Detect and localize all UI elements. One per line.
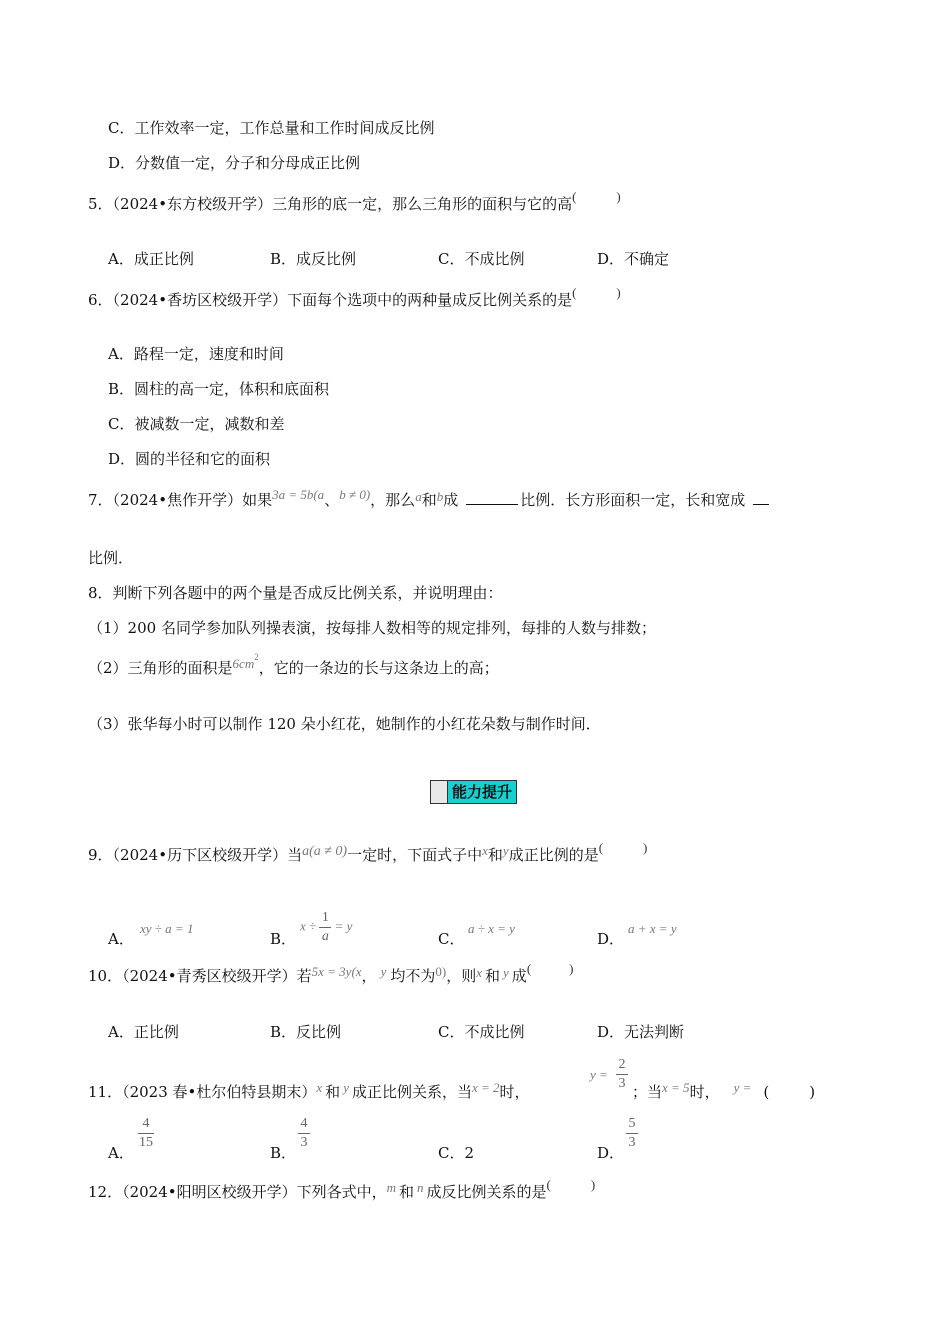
q7-math1: 3a = 5b(a (272, 487, 325, 502)
q5-option-b: B．成反比例 (270, 250, 357, 268)
q11-frac-den: 3 (618, 1076, 626, 1091)
q11-option-a-den: 15 (139, 1135, 153, 1150)
q9-option-b-post: = y (334, 918, 353, 934)
q11-option-d (626, 1116, 638, 1151)
q9-part2: 一定时，下面式子中 (347, 846, 483, 864)
q11-m4: y = (733, 1080, 752, 1095)
q5-option-d: D．不确定 (597, 250, 670, 268)
q10-option-d: D．无法判断 (597, 1023, 685, 1041)
q11-option-b-den: 3 (300, 1135, 308, 1150)
q9-option-b-frac (319, 910, 331, 945)
q11-option-b-num: 4 (300, 1116, 308, 1131)
q5-paren-open: ( (572, 189, 577, 204)
q9-option-b-den: a (321, 929, 329, 944)
q10-x: x (476, 965, 482, 980)
q6-option-b: B．圆柱的高一定，体积和底面积 (108, 380, 330, 398)
q9-option-a-label: A． (108, 930, 134, 948)
q8-sub-2-text-b: ，它的一条边的长与这条边上的高； (258, 659, 499, 677)
q6-option-d: D．圆的半径和它的面积 (108, 450, 271, 468)
q7-he: 和 (421, 491, 437, 509)
q10-comma: ， (361, 967, 377, 985)
q7-math2: b ≠ 0) (339, 487, 371, 502)
q8-sub-2 (88, 652, 499, 680)
q10-y2: y (503, 965, 509, 980)
q7-question (88, 487, 769, 511)
q11-paren-open: ( (763, 1083, 770, 1101)
q7-blank-2[interactable] (753, 504, 769, 505)
q6-stem: 6．（2024•香坊区校级开学）下面每个选项中的两种量成反比例关系的是 (88, 291, 573, 309)
q11-m1: x = 2 (471, 1080, 500, 1095)
q11-option-b-label: B． (270, 1144, 297, 1162)
q8-sub-2-sup: 2 (254, 652, 259, 662)
q11-option-d-num: 5 (628, 1116, 636, 1131)
q7-var-a: a (415, 489, 422, 504)
q9-part1: 9．（2024•历下区校级开学）当 (88, 846, 303, 864)
q10-paren-close: ) (569, 961, 574, 976)
q11-frac-num: 2 (618, 1057, 626, 1072)
q7-part3: 成 (443, 491, 459, 509)
q5-paren-close: ) (616, 189, 621, 204)
q11-option-a-label: A． (108, 1144, 134, 1162)
q9-option-b-pre: x ÷ (300, 918, 317, 934)
q11-option-d-label: D． (597, 1144, 625, 1162)
section-badge (430, 780, 517, 804)
q8-sub-2-math: 6cm (232, 656, 255, 671)
q11-m3: x = 5 (662, 1080, 690, 1095)
q9-option-d-label: D． (597, 930, 625, 948)
q10-part2: 均不为 (390, 967, 436, 985)
q9-math: a(a ≠ 0) (302, 844, 348, 859)
q11-question-cont (632, 1082, 815, 1103)
q10-he: 和 (485, 967, 501, 985)
q12-m: m (386, 1180, 397, 1195)
q11-part3: 时， (499, 1083, 530, 1101)
q5-stem: 5．（2024•东方校级开学）三角形的底一定，那么三角形的面积与它的高 (88, 195, 573, 213)
q9-y: y (502, 843, 509, 858)
q9-x: x (482, 843, 488, 858)
q11-part2: 成正比例关系，当 (351, 1083, 472, 1101)
q9-option-b-num: 1 (321, 910, 329, 925)
q6-paren-open: ( (572, 285, 577, 300)
q6-option-c: C．被减数一定，减数和差 (108, 415, 285, 433)
q9-option-b (300, 910, 352, 945)
q9-he: 和 (487, 846, 503, 864)
q9-option-d: a + x = y (628, 921, 677, 936)
q7-var-b: b (436, 489, 444, 504)
q8-sub-1: （1）200 名同学参加队列操表演，按每排人数相等的规定排列，每排的人数与排数； (88, 619, 656, 637)
section-badge-box (431, 781, 448, 803)
section-title: 能力提升 (448, 781, 516, 803)
q10-part1: 10．（2024•青秀区校级开学）若 (88, 967, 312, 985)
q9-option-b-label: B． (270, 930, 297, 948)
q11-x: x (316, 1080, 323, 1095)
q11-part4: ；当 (632, 1083, 663, 1101)
q12-paren-close: ) (590, 1177, 596, 1192)
q7-line2: 比例． (88, 549, 134, 567)
q8-sub-2-text-a: （2）三角形的面积是 (88, 659, 233, 677)
q9-option-c-label: C． (438, 930, 465, 948)
q6-question (88, 285, 621, 311)
q11-option-a-num: 4 (142, 1116, 150, 1131)
q10-y: y (380, 964, 387, 979)
q10-math1: 5x = 3y(x (311, 964, 362, 979)
q11-part5: 时， (689, 1083, 720, 1101)
q11-m2: y = (590, 1067, 608, 1082)
q11-option-a (138, 1116, 154, 1151)
q7-sep: 、 (324, 491, 340, 509)
q11-option-d-den: 3 (628, 1135, 636, 1150)
q6-paren-close: ) (616, 285, 621, 300)
q10-option-a: A．正比例 (108, 1023, 179, 1041)
q10-zero: 0) (435, 964, 447, 979)
q7-part1: 7．（2024•焦作开学）如果 (88, 491, 273, 509)
q8-sub-3: （3）张华每小时可以制作 120 朵小红花，她制作的小红花朵数与制作时间． (88, 715, 601, 733)
q11-frac-2-3 (616, 1057, 628, 1092)
q9-part3: 成正比例的是 (508, 846, 599, 864)
q9-paren-open: ( (598, 840, 604, 855)
q11-y: y (343, 1080, 349, 1095)
q12-paren-open: ( (546, 1177, 551, 1192)
q9-paren-close: ) (643, 840, 648, 855)
q7-part2: ，那么 (370, 491, 416, 509)
q6-option-a: A．路程一定，速度和时间 (108, 345, 284, 363)
q5-option-c: C．不成比例 (438, 250, 525, 268)
q12-he: 和 (399, 1183, 415, 1201)
q11-option-c: C．2 (438, 1144, 475, 1162)
q7-part4: 比例．长方形面积一定，长和宽成 (520, 491, 746, 509)
q11-part1: 11．（2023 春•杜尔伯特县期末） (88, 1083, 317, 1101)
q8-stem: 8．判断下列各题中的两个量是否成反比例关系，并说明理由： (88, 584, 503, 602)
q12-part2: 成反比例关系的是 (426, 1183, 547, 1201)
q9-option-a: xy ÷ a = 1 (140, 921, 194, 936)
q7-blank-1[interactable] (466, 504, 518, 505)
q11-he: 和 (325, 1083, 341, 1101)
q11-option-b (298, 1116, 310, 1151)
q12-part1: 12．（2024•阳明区校级开学）下列各式中， (88, 1183, 387, 1201)
q10-part4: 成 (511, 967, 527, 985)
q9-option-c: a ÷ x = y (468, 921, 515, 936)
q4-option-d: D．分数值一定，分子和分母成正比例 (108, 154, 361, 172)
q12-question (88, 1177, 596, 1203)
q4-option-c: C．工作效率一定，工作总量和工作时间成反比例 (108, 119, 435, 137)
q9-question (88, 840, 648, 867)
q5-option-a: A．成正比例 (108, 250, 194, 268)
q11-question (88, 1082, 530, 1103)
q10-paren-open: ( (526, 961, 532, 976)
q10-option-b: B．反比例 (270, 1023, 342, 1041)
q11-paren-close: ) (809, 1083, 816, 1101)
q10-question (88, 961, 574, 987)
q5-question (88, 189, 621, 215)
q12-n: n (417, 1180, 424, 1195)
q10-part3: ，则 (446, 967, 477, 985)
q10-option-c: C．不成比例 (438, 1023, 525, 1041)
